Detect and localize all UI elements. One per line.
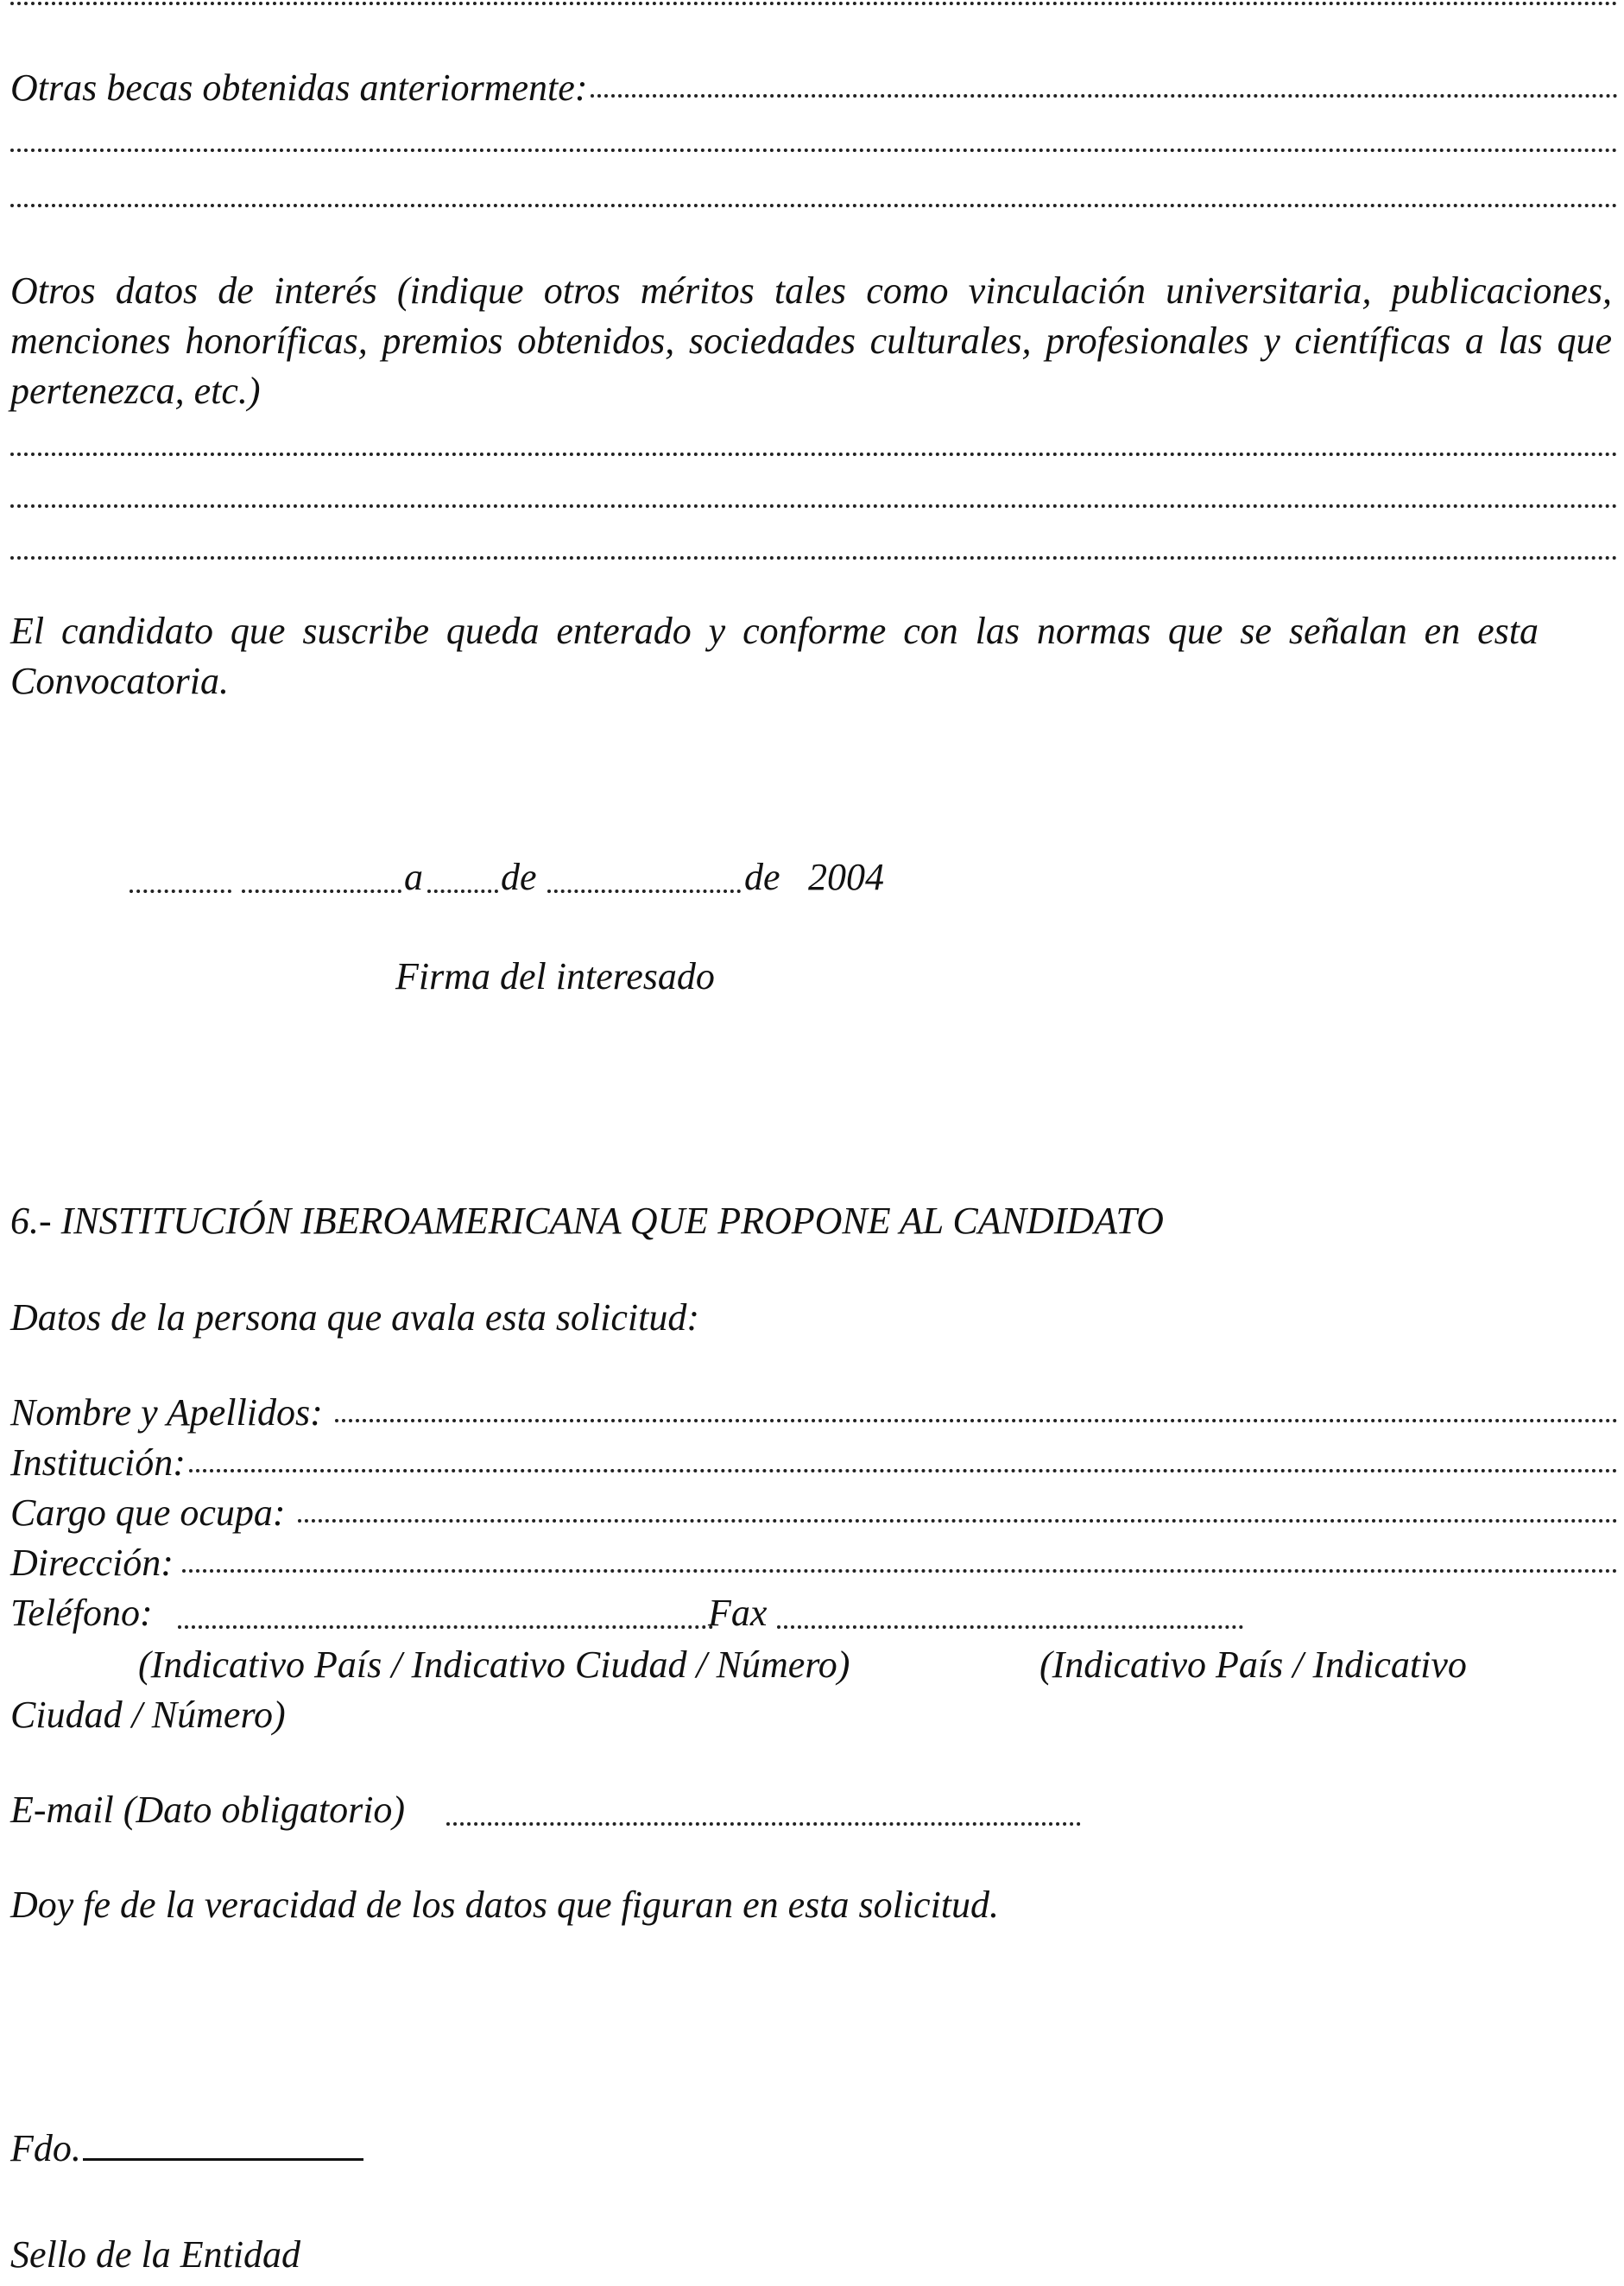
indicativo-fax-hint-cont: Ciudad / Número) bbox=[10, 1694, 286, 1736]
telefono-input[interactable] bbox=[178, 1625, 713, 1629]
indicativo-telefono-hint: (Indicativo País / Indicativo Ciudad / Número) bbox=[138, 1643, 850, 1686]
fecha-year: 2004 bbox=[808, 856, 884, 898]
email-label: E-mail (Dato obligatorio) bbox=[10, 1789, 406, 1831]
direccion-fill bbox=[182, 1569, 1618, 1573]
otras-becas-line-3[interactable] bbox=[10, 204, 1618, 207]
otros-datos-line-3[interactable] bbox=[10, 556, 1618, 560]
institucion-fill bbox=[189, 1469, 1618, 1472]
cargo-field[interactable] bbox=[10, 1491, 1618, 1535]
fdo-row bbox=[10, 2126, 363, 2170]
institucion-field[interactable] bbox=[10, 1441, 1618, 1485]
otras-becas-fill bbox=[591, 94, 1618, 98]
otros-datos-line-1[interactable] bbox=[10, 453, 1618, 456]
fecha-dia-dots[interactable] bbox=[427, 890, 498, 893]
cargo-label: Cargo que ocupa: bbox=[10, 1491, 286, 1534]
direccion-label: Dirección: bbox=[10, 1542, 174, 1584]
telefono-label: Teléfono: bbox=[10, 1592, 153, 1634]
fdo-label: Fdo. bbox=[10, 2127, 81, 2169]
email-input[interactable] bbox=[446, 1822, 1081, 1826]
fax-label: Fax bbox=[708, 1592, 768, 1634]
fecha-de1-label: de bbox=[501, 856, 537, 898]
fdo-signature-line[interactable] bbox=[83, 2158, 363, 2161]
seccion6-subtitle: Datos de la persona que avala esta solicitud: bbox=[10, 1296, 700, 1339]
fecha-mes-dots[interactable] bbox=[547, 890, 741, 893]
email-row bbox=[10, 1788, 1090, 1838]
otras-becas-field[interactable] bbox=[10, 66, 1618, 110]
otras-becas-line-2[interactable] bbox=[10, 149, 1618, 152]
sello-entidad-label: Sello de la Entidad bbox=[10, 2233, 301, 2276]
nombre-fill bbox=[335, 1419, 1618, 1422]
otros-datos-text: Otros datos de interés (indique otros méritos tales como vinculación universitaria, publicaciones, menciones honoríficas, premios obtenidos, sociedades culturales, profesionales y científicas a las que pertenezca, etc.) bbox=[10, 269, 1612, 412]
doy-fe-text: Doy fe de la veracidad de los datos que figuran en esta solicitud. bbox=[10, 1884, 1000, 1926]
firma-interesado-label: Firma del interesado bbox=[395, 955, 715, 997]
otras-becas-label: Otras becas obtenidas anteriormente: bbox=[10, 66, 588, 109]
seccion6-title: 6.- INSTITUCIÓN IBEROAMERICANA QUE PROPONE AL CANDIDATO bbox=[10, 1200, 1164, 1242]
otros-datos-line-2[interactable] bbox=[10, 504, 1618, 508]
dotted-line-top bbox=[10, 2, 1618, 5]
fecha-a-label: a bbox=[404, 856, 423, 898]
telefono-fax-row bbox=[10, 1591, 1245, 1641]
nombre-label: Nombre y Apellidos: bbox=[10, 1391, 323, 1434]
fecha-lugar-dots-2[interactable] bbox=[242, 890, 401, 893]
direccion-field[interactable] bbox=[10, 1541, 1618, 1585]
fecha-line[interactable] bbox=[130, 855, 1079, 907]
fecha-lugar-dots-1[interactable] bbox=[130, 890, 231, 893]
institucion-label: Institución: bbox=[10, 1441, 186, 1484]
fecha-de2-label: de bbox=[744, 856, 780, 898]
cargo-fill bbox=[298, 1519, 1618, 1523]
fax-input[interactable] bbox=[777, 1625, 1243, 1629]
indicativo-fax-hint: (Indicativo País / Indicativo bbox=[1039, 1643, 1467, 1686]
declaracion-text: El candidato que suscribe queda enterado y conforme con las normas que se señalan en esta Convocatoria. bbox=[10, 610, 1539, 702]
nombre-field[interactable] bbox=[10, 1390, 1618, 1434]
